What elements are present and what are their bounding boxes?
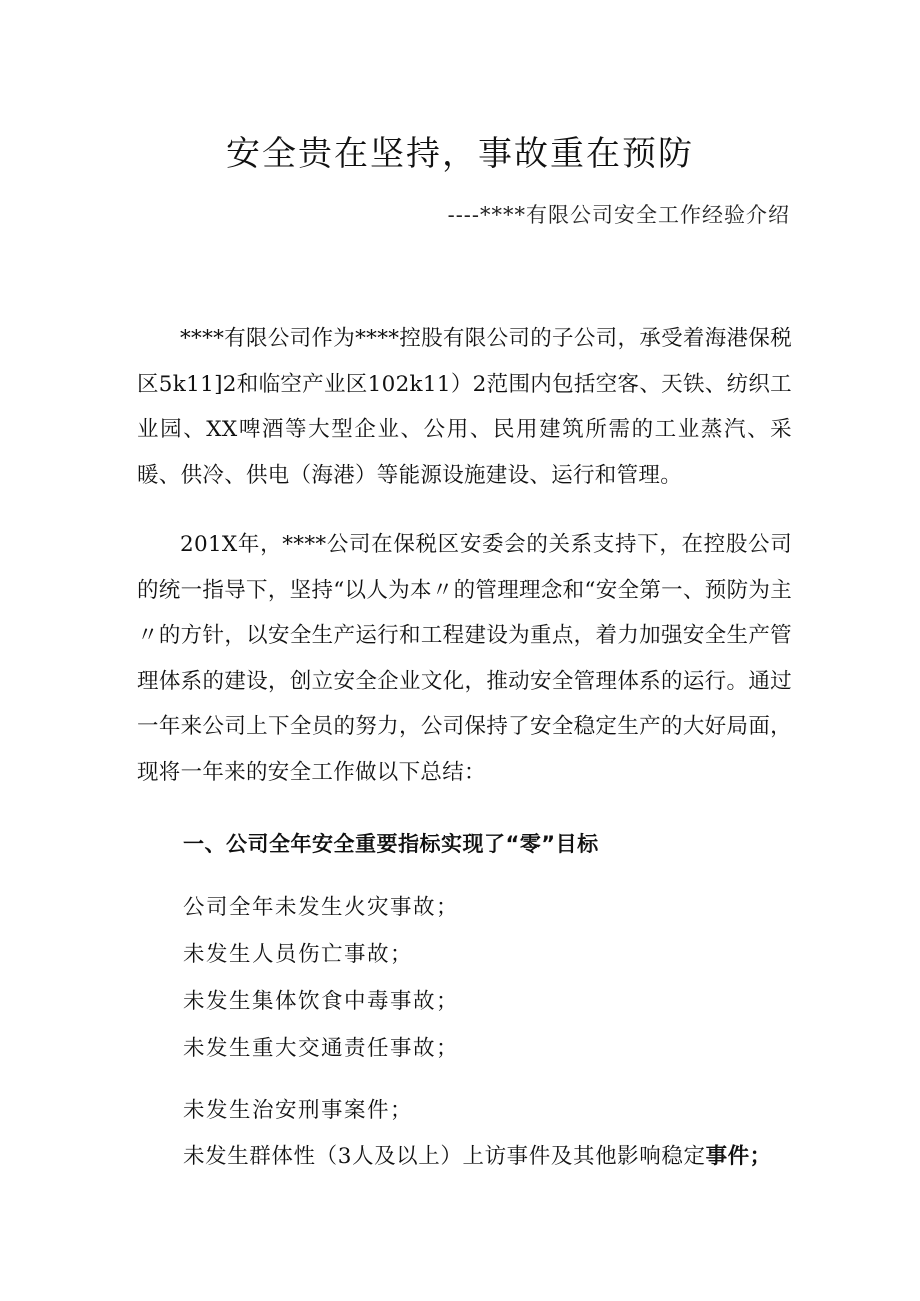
list-item: 未发生重大交通责任事故；	[183, 1036, 460, 1061]
list-item-last	[183, 1141, 772, 1173]
intro-paragraph: ****有限公司作为****控股有限公司的子公司，承受着海港保税区5k11]2和临空产业区102k11）2范围内包括空客、天铁、纺织工业园、XX啤酒等大型企业、公用、民用建筑所需的工业蒸汽、采暖、供冷、供电（海港）等能源设施建设、运行和管理。	[137, 326, 792, 488]
list-item: 未发生治安刑事案件；	[183, 1098, 414, 1123]
summary-paragraph: 201X年，****公司在保税区安委会的关系支持下，在控股公司的统一指导下，坚持“以人为本〃的管理理念和“安全第一、预防为主〃的方针，以安全生产运行和工程建设为重点，着力加强安全生产管理体系的建设，创立安全企业文化，推动安全管理体系的运行。通过一年来公司上下全员的努力，公司保持了安全稳定生产的大好局面，现将一年来的安全工作做以下总结：	[137, 532, 792, 785]
section-heading: 一、公司全年安全重要指标实现了“零”目标	[183, 832, 599, 856]
list-item: 公司全年未发生火灾事故；	[183, 895, 460, 920]
page-subtitle: ----****有限公司安全工作经验介绍	[447, 203, 790, 227]
list-item: 未发生人员伤亡事故；	[183, 942, 414, 967]
list-item-text: 未发生群体性（3人及以上）上访事件及其他影响稳定	[183, 1144, 706, 1169]
page-title: 安全贵在坚持，事故重在预防	[226, 134, 694, 174]
list-item: 未发生集体饮食中毒事故；	[183, 989, 460, 1014]
list-item-bold-tail: 事件；	[705, 1144, 772, 1169]
